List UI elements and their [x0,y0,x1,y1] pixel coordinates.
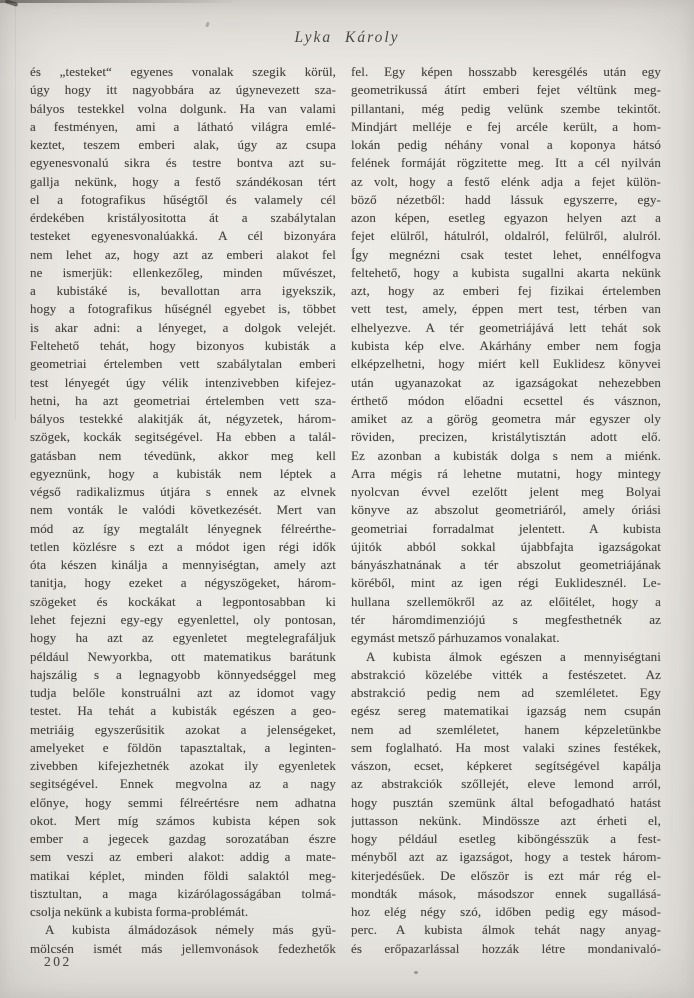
text-line: egyeznünk, hogy a kubisták nem léptek a [30,465,336,481]
text-line: Így megnézni csak testet lehet, ennélfogva [351,246,661,262]
text-line: sem veszi az emberi alakot: addig a mate- [30,849,336,865]
text-line: testet. Ha tehát a kubisták egészen a geo- [30,703,336,719]
text-line: sem foglalható. Ha most valaki szines festékek, [351,739,661,755]
text-line: pillantani, még pedig velünk szembe tekintőt. [351,100,661,116]
text-line: hogy pusztán szemünk által befogadható hatást [351,794,661,810]
text-line: testeket egyenesvonalúakká. A cél bizonyára [30,228,336,244]
scan-speck [414,971,418,974]
text-line: nem vonták le valódi következését. Mert van [30,502,336,518]
text-line: újitók abból sokkal újabbfajta igazságokat [351,538,661,554]
text-line: geometriai értelemben vett szabálytalan emberi [30,356,336,372]
text-line: egyenesvonalú sikra és testre bontva azt su- [30,155,336,171]
page-number: 202 [44,954,72,969]
text-line: érdekében kristályositotta át a szabálytalan [30,210,336,226]
text-line: hogy például esetleg kiböngésszük a fest- [351,831,661,847]
text-line: mölcsén ismét más jellemvonások fedezhetők [30,940,336,956]
text-line: szögek, kockák segitségével. Ha ebben a talál- [30,429,336,445]
running-header-author: Lyka Károly [294,29,400,46]
scan-speck [205,22,210,28]
text-line: vett test, amely, éppen mert test, térben van [351,301,661,317]
text-line: fejet elülről, hátulról, oldalról, felülről, alulról. [351,228,661,244]
text-line: hetni, ha azt geometriai értelemben vett sza- [30,392,336,408]
text-line: kiterjedésűek. De először is ezt már rég el- [351,867,661,883]
text-line: hajszálig s a legnagyobb könnyedséggel meg [30,666,336,682]
text-line: A kubista álmádozások némely más gyü- [45,922,336,938]
text-line: keztet, teszem emberi alak, úgy az csupa [30,137,336,153]
text-line: Feltehető tehát, hogy bizonyos kubisták a [30,337,336,353]
text-line: tetlen közlésre s ezt a módot igen régi idők [30,538,336,554]
text-line: érthető módon előadni ecsettel és vásznon, [351,392,661,408]
text-line: amelyeket e földön tapasztaltak, a leginten- [30,739,336,755]
text-line: feltehető, hogy a kubista sugallni akarta nekünk [351,264,661,280]
text-line: tisztultan, a maga kizárólagosságában tolmá- [30,885,336,901]
text-line: köréből, mint az igen régi Euklidesznél. Le- [351,575,661,591]
text-line: ne ismerjük: ellenkezőleg, minden művészet, [30,264,336,280]
text-line: óta készen kinálja a mennyiségtan, amely azt [30,557,336,573]
text-line: az abstrakciók szőllejét, eleve lemond arról, [351,776,661,792]
text-line: el a fotografikus hűségtől és valamely cél [30,191,336,207]
text-line: a festményen, ami a látható világra emlé- [30,118,336,134]
text-line: perc. A kubista álmok tehát nagy anyag- [351,922,661,938]
text-line: tudja belőle konstruálni azt az idomot vagy [30,685,336,701]
text-line: az volt, hogy a festő elénk adja a fejet külön- [351,173,661,189]
text-line: geometrikussá átírt emberi fejet véltünk meg- [351,82,661,98]
text-line: matikai képlet, minden földi salaktól meg- [30,867,336,883]
text-line: végső radikalizmus útjára s ennek az elvnek [30,484,336,500]
text-line: felének formáját rögzitette meg. Itt a cél nyilván [351,155,661,171]
text-line: amiket az a görög geometra már egyszer oly [351,411,661,427]
text-line: és erőpazarlással hozzák létre mondanivaló- [351,940,661,956]
text-line: fel. Egy képen hosszabb keresgélés után egy [351,64,661,79]
text-line: juttasson nekünk. Mindössze azt érheti el, [351,812,661,828]
text-line: metriáig egyszerűsitik azokat a jelenségeket, [30,721,336,737]
text-line: vászon, ecset, képkeret segítségével kapálja [351,758,661,774]
text-line: bányászhatnának a tér abszolut geometriájának [351,557,661,573]
text-line: nem ad szemléletet, hanem képzeletünkbe [351,721,661,737]
text-line: mód az így megtalált lényegnek félreérthe- [30,520,336,536]
text-line: csolja nekünk a kubista forma-problémát. [30,904,249,920]
text-line: például Newyorkba, ott matematikus barátunk [30,648,336,664]
text-line: mondták mások, másodszor ennek sugallásá- [351,885,661,901]
text-line: szögeket és kockákat a legpontosabban ki [30,593,336,609]
text-line: Mindjárt melléje e fej arcéle került, a hom- [351,118,661,134]
text-line: hogy ha azt az egyenletet megtelegrafáljuk [30,630,336,646]
text-line: gatásban nem tévedünk, akkor meg kell [30,447,336,463]
text-line: ményből azt az igazságot, hogy a testek három- [351,849,661,865]
text-line: lehet fejezni egy-egy egyenlettel, oly pontosan, [30,611,336,627]
text-line: röviden, precizen, kristálytisztán adott elő. [351,429,661,445]
text-line: úgy hogy itt nagyobbára az úgynevezett sza- [30,82,336,98]
text-line: segitségével. Ennek megvolna az a nagy [30,776,336,792]
text-line: ember a jegecek gazdag sorozatában észre [30,831,336,847]
text-line: elképzelhetni, hogy miért kell Euklidesz könyvei [351,356,661,372]
text-line: lokán pedig néhány vonal a koponya hátsó [351,137,661,153]
text-line: előnye, hogy semmi félreértésre nem adhatna [30,794,336,810]
text-line: bályos testekké alakitják át, négyzetek, három- [30,411,336,427]
text-column-left [30,63,336,958]
text-line: nem lehet az, hogy azt az emberi alakot fel [30,246,336,262]
text-line: hoz elég négy szó, időben pedig egy másod- [351,904,661,920]
text-line: egymást metsző párhuzamos vonalakat. [351,630,560,646]
text-line: gallja nekünk, hogy a festő szándékosan tért [30,173,336,189]
text-line: hullana szellemökről az az előitélet, hogy a [351,593,661,609]
text-line: tér háromdimenziójú s megfesthetnék az [351,611,661,627]
text-line: után ugyanazokat az igazságokat nehezebben [351,374,661,390]
text-line: is akar adni: a lényeget, a dolgok velejét. [30,319,336,335]
text-column-right [351,63,661,958]
text-line: a kubistáké is, bevallottan arra igyekszik, [30,283,336,299]
text-line: kubista kép elve. Akárhány ember nem fogja [351,337,661,353]
text-line: azon képen, esetleg egyazon helyen azt a [351,210,661,226]
text-line: azt, hogy az emberi fej fizikai értelemben [351,283,661,299]
text-line: zivebben kifejezhetnék azokat ily egyenletek [30,758,336,774]
text-line: abstrakció közelébe vitték a festészetet. Az [351,666,661,682]
text-line: Ez azonban a kubisták dolga s nem a miénk. [351,447,661,463]
text-line: elhelyezve. A tér geometriájává lett tehát sok [351,319,661,335]
text-line: és „testeket“ egyenes vonalak szegik körül, [30,64,336,79]
text-line: bályos testekkel volna dolgunk. Ha van valami [30,100,336,116]
text-line: nyolcvan évvel ezelőtt jelent meg Bolyai [351,484,661,500]
text-line: abstrakció pedig nem ad szemléletet. Egy [351,685,661,701]
text-line: tanitja, hogy ezeket a négyszögeket, három- [30,575,336,591]
text-line: geometriai forradalmat jelentett. A kubista [351,520,661,536]
scan-edge-shadow [0,0,240,3]
text-line: okot. Mert míg számos kubista képen sok [30,812,336,828]
text-line: böző nézetből: hadd lássuk egyszerre, egy- [351,191,661,207]
text-line: A kubista álmok egészen a mennyiségtani [366,648,661,664]
text-line: test lényegét úgy vélik intenzivebben kifejez- [30,374,336,390]
text-line: Arra mégis rá lehetne mutatni, hogy mintegy [351,465,661,481]
scan-edge-line [15,0,16,420]
text-line: könyve az abszolut geometriáról, amely óriási [351,502,661,518]
text-line: egész sereg matematikai igazság nem csupán [351,703,661,719]
text-line: hogy a fotografikus hűségnél egyebet is, többet [30,301,336,317]
